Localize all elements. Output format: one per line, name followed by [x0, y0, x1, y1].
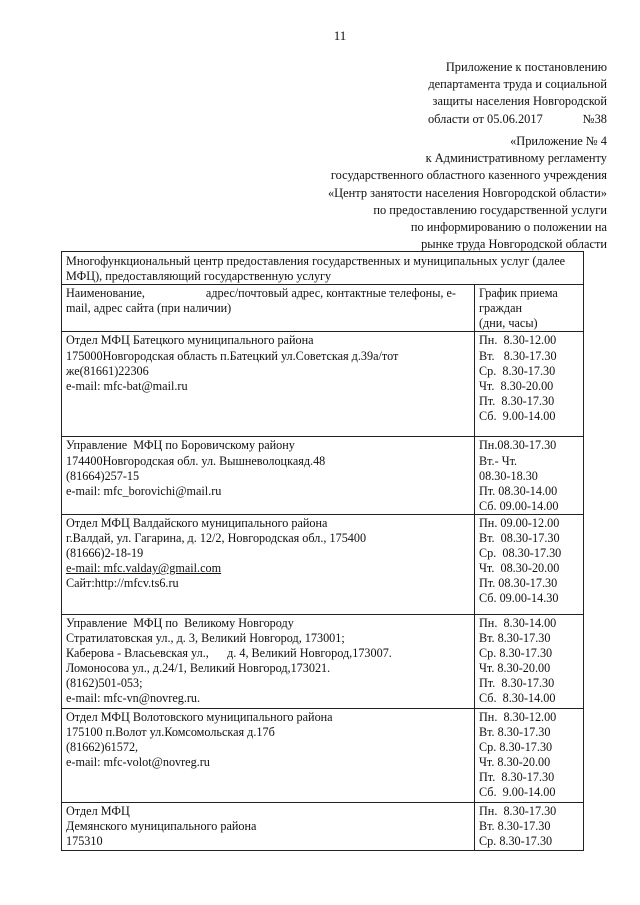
- schedule-line: Пн. 8.30-14.00: [479, 615, 557, 630]
- appendix-line: защиты населения Новгородской: [432, 94, 607, 109]
- schedule-line: Ср. 8.30-17.30: [479, 646, 553, 661]
- info-line: (81666)2-18-19: [66, 546, 144, 561]
- schedule-line: Пн. 09.00-12.00: [479, 515, 560, 530]
- row-schedule: [475, 332, 584, 437]
- info-line: (81662)61572,: [66, 740, 139, 755]
- header-line: График приема: [479, 286, 558, 301]
- schedule-line: Пт. 8.30-17.30: [479, 676, 555, 691]
- appendix-line: департамента труда и социальной: [428, 77, 607, 92]
- row-info: [62, 614, 475, 708]
- info-line: Сайт:http://mfcv.ts6.ru: [66, 576, 179, 591]
- regulation-line: к Административному регламенту: [425, 151, 607, 166]
- header-line: mail, адрес сайта (при наличии): [66, 301, 232, 316]
- info-line: 175310: [66, 834, 103, 849]
- schedule-line: Пт. 8.30-17.30: [479, 393, 555, 408]
- row-info: [62, 437, 475, 514]
- regulation-line: государственного областного казенного учреждения: [330, 168, 607, 183]
- info-line: e-mail: mfc_borovichi@mail.ru: [66, 483, 222, 498]
- schedule-line: Чт. 8.30-20.00: [479, 378, 554, 393]
- table-row: [62, 802, 584, 850]
- header-line: (дни, часы): [479, 316, 538, 331]
- info-line: Стратилатовская ул., д. 3, Великий Новгород, 173001;: [66, 631, 345, 646]
- info-line: 174400Новгородская обл. ул. Вышневолоцкаяд.48: [66, 453, 326, 468]
- table-row: [62, 514, 584, 614]
- table-row: [62, 332, 584, 437]
- table-title-line: МФЦ), предоставляющий государственную услугу: [66, 269, 332, 284]
- page-number: 11: [333, 28, 347, 43]
- schedule-line: Ср. 8.30-17.30: [479, 834, 553, 849]
- schedule-line: Пн. 8.30-12.00: [479, 709, 557, 724]
- row-info: [62, 708, 475, 802]
- info-line: (81664)257-15: [66, 468, 140, 483]
- schedule-line: 08.30-18.30: [479, 468, 538, 483]
- schedule-line: Пн. 8.30-12.00: [479, 333, 557, 348]
- schedule-line: Вт.- Чт.: [479, 453, 518, 468]
- row-info: [62, 514, 475, 614]
- table-row: [62, 708, 584, 802]
- info-line: Управление МФЦ по Великому Новгороду: [66, 615, 294, 630]
- info-line: e-mail: mfc-vn@novreg.ru.: [66, 691, 201, 706]
- schedule-line: Вт. 8.30-17.30: [479, 348, 557, 363]
- info-line: Отдел МФЦ Батецкого муниципального района: [66, 333, 314, 348]
- table-title: [62, 252, 584, 285]
- regulation-line: по информированию о положении на: [410, 220, 607, 235]
- schedule-line: Чт. 8.30-20.00: [479, 755, 551, 770]
- info-line: e-mail: mfc-volot@novreg.ru: [66, 755, 210, 770]
- schedule-line: Сб. 09.00-14.30: [479, 591, 559, 606]
- row-schedule: [475, 514, 584, 614]
- row-schedule: [475, 708, 584, 802]
- row-schedule: [475, 802, 584, 850]
- schedule-line: Сб. 9.00-14.00: [479, 408, 556, 423]
- header-line: граждан: [479, 301, 523, 316]
- schedule-line: Ср. 8.30-17.30: [479, 740, 553, 755]
- schedule-line: Сб. 09.00-14.00: [479, 498, 559, 513]
- info-line: 175000Новгородская область п.Батецкий ул.Советская д.39а/тот: [66, 348, 399, 363]
- info-line: e-mail: mfc-bat@mail.ru: [66, 378, 188, 393]
- appendix-date: области от 05.06.2017: [427, 111, 543, 126]
- schedule-line: Вт. 8.30-17.30: [479, 819, 551, 834]
- schedule-line: Вт. 8.30-17.30: [479, 725, 551, 740]
- info-line: Каберова - Власьевская ул., д. 4, Великий Новгород,173007.: [66, 646, 392, 661]
- schedule-line: Сб. 9.00-14.00: [479, 785, 556, 800]
- appendix-doc-number: №38: [582, 111, 607, 126]
- info-line: Ломоносова ул., д.24/1, Великий Новгород,173021.: [66, 661, 331, 676]
- table-row: [62, 614, 584, 708]
- schedule-line: Пн. 8.30-17.30: [479, 803, 557, 818]
- schedule-line: Чт. 8.30-20.00: [479, 661, 551, 676]
- schedule-line: Пт. 8.30-17.30: [479, 770, 555, 785]
- table-row: [62, 437, 584, 514]
- info-line: e-mail: mfc.valday@gmail.com: [66, 561, 222, 576]
- schedule-line: Вт. 08.30-17.30: [479, 531, 560, 546]
- schedule-line: Вт. 8.30-17.30: [479, 631, 551, 646]
- row-info: [62, 332, 475, 437]
- row-schedule: [475, 437, 584, 514]
- regulation-line: рынке труда Новгородской области: [421, 237, 607, 252]
- row-info: [62, 802, 475, 850]
- header-line: Наименование, адрес/почтовый адрес, контактные телефоны, e-: [66, 286, 456, 301]
- mfc-table: [61, 251, 584, 851]
- schedule-line: Ср. 8.30-17.30: [479, 363, 556, 378]
- table-title-line: Многофункциональный центр предоставления государственных и муниципальных услуг (далее: [66, 254, 566, 268]
- schedule-line: Сб. 8.30-14.00: [479, 691, 556, 706]
- schedule-line: Пт. 08.30-17.30: [479, 576, 558, 591]
- info-line: (8162)501-053;: [66, 676, 143, 691]
- schedule-line: Пт. 08.30-14.00: [479, 483, 558, 498]
- regulation-line: по предоставлению государственной услуги: [373, 202, 607, 217]
- info-line: же(81661)22306: [66, 363, 149, 378]
- info-line: Управление МФЦ по Боровичскому району: [66, 438, 295, 453]
- regulation-line: «Приложение № 4: [510, 134, 607, 148]
- schedule-line: Ср. 08.30-17.30: [479, 546, 562, 561]
- info-line: г.Валдай, ул. Гагарина, д. 12/2, Новгородская обл., 175400: [66, 531, 367, 546]
- info-line: Демянского муниципального района: [66, 819, 257, 834]
- regulation-line: «Центр занятости населения Новгородской области»: [327, 185, 607, 200]
- appendix-line: Приложение к постановлению: [445, 60, 607, 74]
- appendix-header: [428, 59, 607, 128]
- regulation-header: [328, 133, 607, 253]
- schedule-line: Пн.08.30-17.30: [479, 438, 557, 453]
- col-schedule-header: [475, 285, 584, 332]
- row-schedule: [475, 614, 584, 708]
- col-info-header: [62, 285, 475, 332]
- schedule-line: Чт. 08.30-20.00: [479, 561, 560, 576]
- info-line: Отдел МФЦ Валдайского муниципального района: [66, 515, 328, 530]
- info-line: 175100 п.Волот ул.Комсомольская д.17б: [66, 725, 275, 740]
- table-title-row: [62, 252, 584, 285]
- info-line: Отдел МФЦ: [66, 803, 130, 818]
- info-line: Отдел МФЦ Волотовского муниципального района: [66, 709, 333, 724]
- table-header-row: [62, 285, 584, 332]
